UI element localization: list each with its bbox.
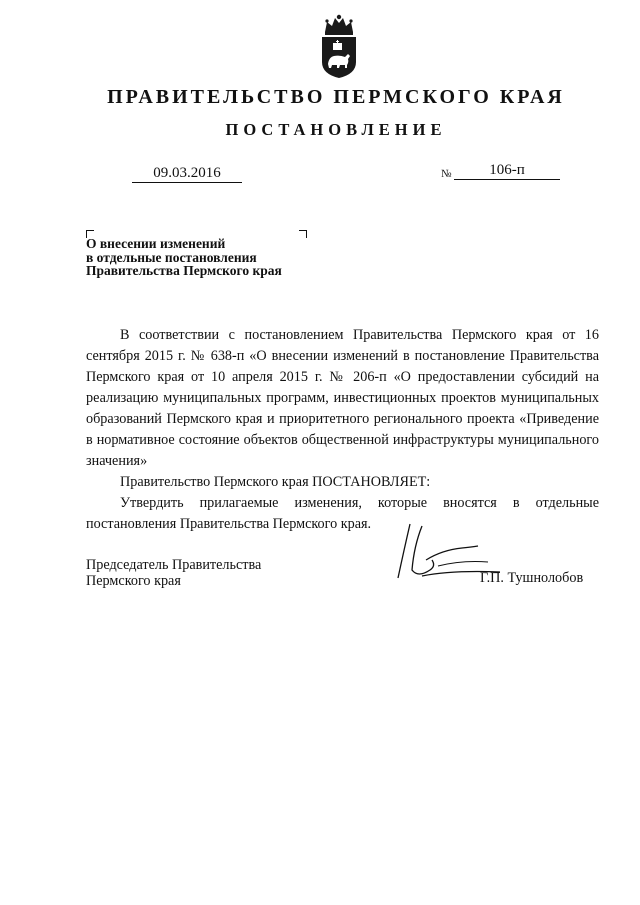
document-date: 09.03.2016 (132, 164, 242, 183)
subject-line: Правительства Пермского края (86, 263, 282, 278)
signer-title-line: Председатель Правительства (86, 557, 262, 573)
number-sign: № (441, 168, 452, 180)
document-body (86, 325, 599, 535)
subject-line: О внесении изменений (86, 236, 226, 251)
signer-title (86, 557, 261, 589)
signer-title-line: Пермского края (86, 573, 181, 589)
body-paragraph: Правительство Пермского края ПОСТАНОВЛЯЕТ: (120, 474, 431, 490)
document-type-title: ПОСТАНОВЛЕНИЕ (225, 120, 447, 139)
body-paragraph: Утвердить прилагаемые изменения, которые вносятся в отдельные постановления Правительства Пермского края. (86, 495, 599, 532)
signer-name: Г.П. Тушнолобов (480, 570, 584, 586)
document-number: 106-п (454, 161, 560, 180)
coat-of-arms-icon (316, 14, 362, 80)
organization-title: ПРАВИТЕЛЬСТВО ПЕРМСКОГО КРАЯ (107, 86, 565, 108)
subject-line: в отдельные постановления (86, 249, 257, 265)
subject-block (86, 237, 346, 278)
body-paragraph: В соответствии с постановлением Правительства Пермского края от 16 сентября 2015 г. № 638-п «О внесении изменений в постановление Правительства Пермского края от 10 апреля 2015 г. № 206-п «О предоставлении субсидий на реализацию муниципальных программ, инвестиционных проектов муниципальных образований Пермского края и приоритетного регионального проекта «Приведение в нормативное состояние объектов общественной инфраструктуры муниципального значения» (86, 327, 599, 469)
